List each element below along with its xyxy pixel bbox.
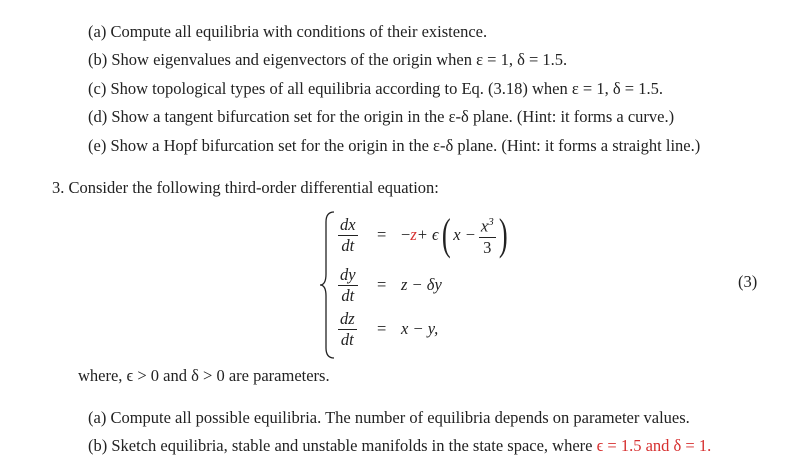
equation-number: (3) [738, 272, 758, 291]
equation-rhs-2: z − δy [401, 275, 442, 294]
item-a-top: (a) Compute all equilibria with conditions of their existence. [88, 22, 488, 41]
dxdt-fraction: $\frac{dx}{dt}$ [340, 214, 356, 255]
equation-row-3 [0, 306, 800, 352]
equals-sign: = [377, 319, 387, 338]
equals-sign: = [377, 275, 387, 294]
where-text: where, ϵ > 0 and δ > 0 are parameters. [78, 366, 330, 385]
problem-3-intro: 3. Consider the following third-order differential equation: [52, 178, 439, 197]
highlighted-parameters: ϵ = 1.5 and δ = 1. [596, 436, 712, 455]
item-a-bottom: (a) Compute all possible equilibria. The number of equilibria depends on parameter values. [88, 408, 690, 427]
equation-rhs-1: − z + ϵ ( x − $\frac{x^3}{3}$ ) [401, 210, 508, 259]
item-c-top: (c) Show topological types of all equilibria according to Eq. (3.18) when ε = 1, δ = 1.5. [88, 79, 663, 98]
dzdt-fraction: $\frac{dz}{dt}$ [340, 308, 355, 349]
dydt-fraction: $\frac{dy}{dt}$ [340, 264, 356, 305]
equation-row-1 [0, 212, 800, 258]
equation-rhs-3: x − y, [401, 319, 439, 338]
equation-row-2 [0, 262, 800, 308]
item-d-top: (d) Show a tangent bifurcation set for the origin in the ε-δ plane. (Hint: it forms a curve.) [88, 107, 675, 126]
equals-sign: = [377, 225, 387, 244]
item-b-bottom: (b) Sketch equilibria, stable and unstable manifolds in the state space, where ϵ = 1.5 and δ = 1. [88, 436, 712, 455]
item-e-top: (e) Show a Hopf bifurcation set for the origin in the ε-δ plane. (Hint: it forms a straight line.) [88, 136, 701, 155]
item-b-top: (b) Show eigenvalues and eigenvectors of the origin when ε = 1, δ = 1.5. [88, 50, 568, 69]
